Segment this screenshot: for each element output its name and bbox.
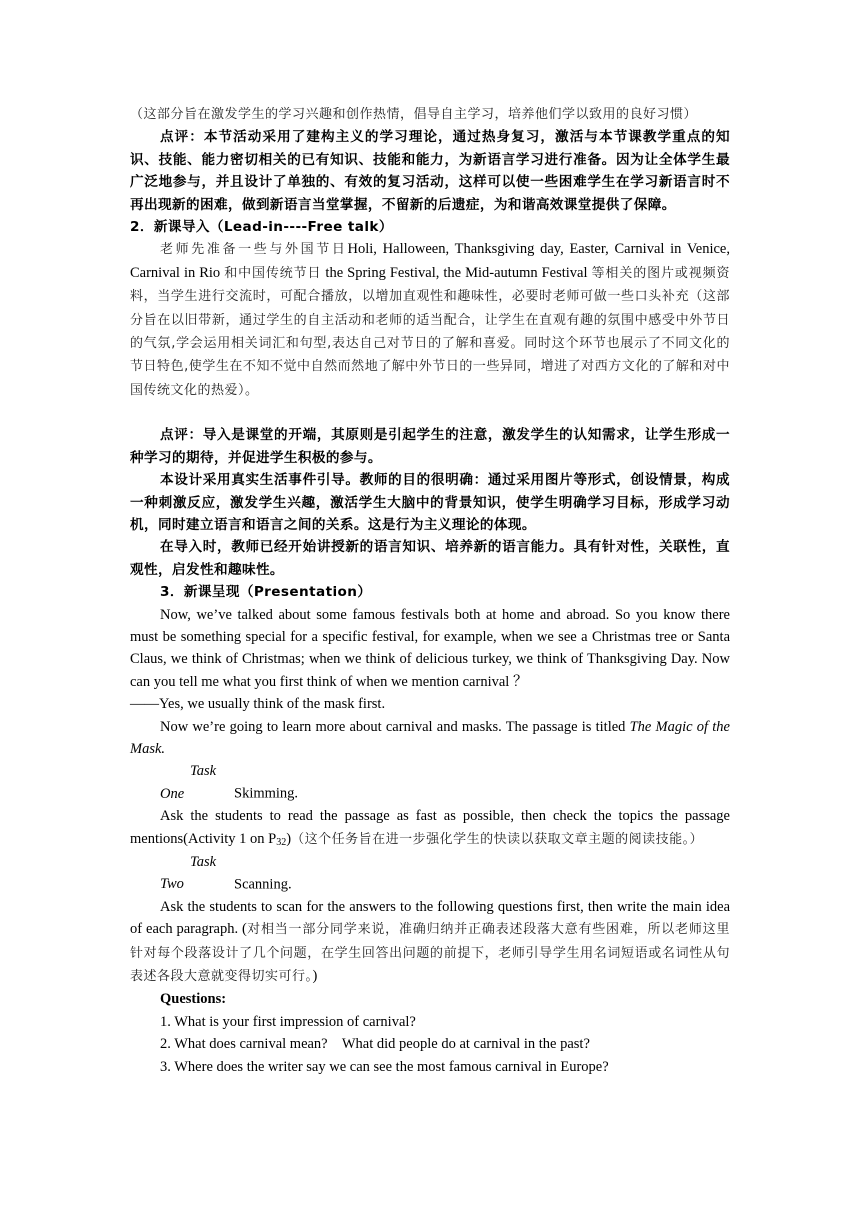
comment-2-text: 导入是课堂的开端，其原则是引起学生的注意，激发学生的认知需求，让学生形成一种学习的期待，并促进学生积极的参与。 — [130, 427, 730, 466]
task-two-heading — [130, 851, 730, 896]
task-two-text — [130, 896, 730, 989]
task-one-text — [130, 805, 730, 851]
task-two-label: Task Two — [160, 854, 217, 893]
comment-2-label: 点评： — [160, 427, 203, 444]
task-one-name: Skimming. — [234, 785, 299, 802]
task-one-note: （这个任务旨在进一步强化学生的快读以获取文章主题的阅读技能。） — [291, 831, 704, 847]
question-item: 3. Where does the writer say we can see the most famous carnival in Europe? — [160, 1058, 609, 1075]
section-3-heading: 3．新课呈现（Presentation） — [160, 584, 372, 601]
task-one-close: ) — [286, 830, 292, 847]
section-3-paragraph-2 — [130, 716, 730, 761]
section-2-text-e: 等相关的图片或视频资料，当学生进行交流时，可配合播放，以增加直观性和趣味性，必要时老师可做一些口头补充（这部分旨在以旧带新，通过学生的自主活动和老师的适当配合，让学生在直观有趣的氛围中感受中外节日的气氛,学会运用相关词汇和句型,表达自己对节日的了解和喜爱。同时这个环节也展示了不同文化的节日特色,使学生在不知不觉中自然而然地了解中外节日的一些异同，增进了对西方文化的了解和对中国传统文化的热爱）。 — [130, 265, 731, 398]
comment-2-paragraph-3: 在导入时，教师已经开始讲授新的语言知识、培养新的语言能力。具有针对性，关联性，直观性，启发性和趣味性。 — [130, 539, 730, 578]
task-two-close: ) — [312, 968, 318, 985]
questions-label: Questions: — [160, 991, 227, 1008]
task-one-heading — [130, 760, 730, 805]
question-item: 1. What is your first impression of carnival? — [160, 1013, 416, 1030]
section-3-paragraph-1: Now, we’ve talked about some famous festivals both at home and abroad. So you know there must be something special for a specific festival, for example, when we see a Christmas tree or Santa Claus, we think of Christmas; when we think of delicious turkey, we think of Thanksgiving Day. Now can you tell me what you first think of when we mention carnival ？ — [130, 606, 730, 690]
comment-1 — [130, 126, 730, 216]
section-2-paragraph — [130, 238, 730, 402]
task-one-instructions: Ask the students to read the passage as fast as possible, then check the topics the passage mentions(Activity 1 on P — [130, 808, 730, 847]
task-two-instructions: Ask the students to scan for the answers to the following questions first, then write the main idea of each paragraph. ( — [130, 898, 730, 938]
comment-1-label: 点评： — [160, 129, 204, 146]
passage-title: The Magic of the Mask. — [130, 718, 730, 757]
section-2-text-d: the Spring Festival, the Mid-autumn Festival — [325, 264, 588, 281]
section-2-text-c: 和中国传统节日 — [224, 265, 322, 281]
section-2-text-b: Holi, Halloween, Thanksgiving day, Easter, Carnival in Venice, Carnival in Rio — [130, 241, 730, 281]
task-two-note: 对相当一部分同学来说，准确归纳并正确表述段落大意有些困难，所以老师这里针对每个段落设计了几个问题，在学生回答出问题的前提下，老师引导学生用名词短语或名词性从句表述各段大意就变得切实可行。 — [130, 922, 730, 985]
spacer — [130, 402, 730, 424]
task-one-label: Task One — [160, 763, 217, 802]
question-item: 2. What does carnival mean? What did people do at carnival in the past? — [160, 1036, 590, 1053]
comment-2 — [130, 424, 730, 469]
task-two-name: Scanning. — [234, 876, 292, 893]
intro-note: （这部分旨在激发学生的学习兴趣和创作热情，倡导自主学习，培养他们学以致用的良好习惯） — [130, 107, 698, 122]
document-page — [130, 104, 730, 1078]
comment-2-paragraph-2: 本设计采用真实生活事件引导。教师的目的很明确：通过采用图片等形式，创设情景，构成一种刺激反应，激发学生兴趣，激活学生大脑中的背景知识，使学生明确学习目标，形成学习动机，同时建立语言和语言之间的关系。这是行为主义理论的体现。 — [130, 472, 730, 533]
section-3-para2-text: Now we’re going to learn more about carnival and masks. The passage is titled — [160, 718, 630, 735]
page-subscript: 32 — [276, 836, 287, 848]
section-3-answer: ——Yes, we usually think of the mask first. — [130, 696, 386, 713]
section-2-text-a: 老师先准备一些与外国节日 — [160, 242, 348, 258]
section-2-heading: 2．新课导入（Lead-in----Free talk） — [130, 219, 393, 236]
comment-1-text: 本节活动采用了建构主义的学习理论，通过热身复习，激活与本节课教学重点的知识、技能、能力密切相关的已有知识、技能和能力，为新语言学习进行准备。因为让全体学生最广泛地参与，并且设计了单独的、有效的复习活动，这样可以使一些困难学生在学习新语言时不再出现新的困难，做到新语言当堂掌握，不留新的后遗症，为和谐高效课堂提供了保障。 — [130, 129, 730, 213]
